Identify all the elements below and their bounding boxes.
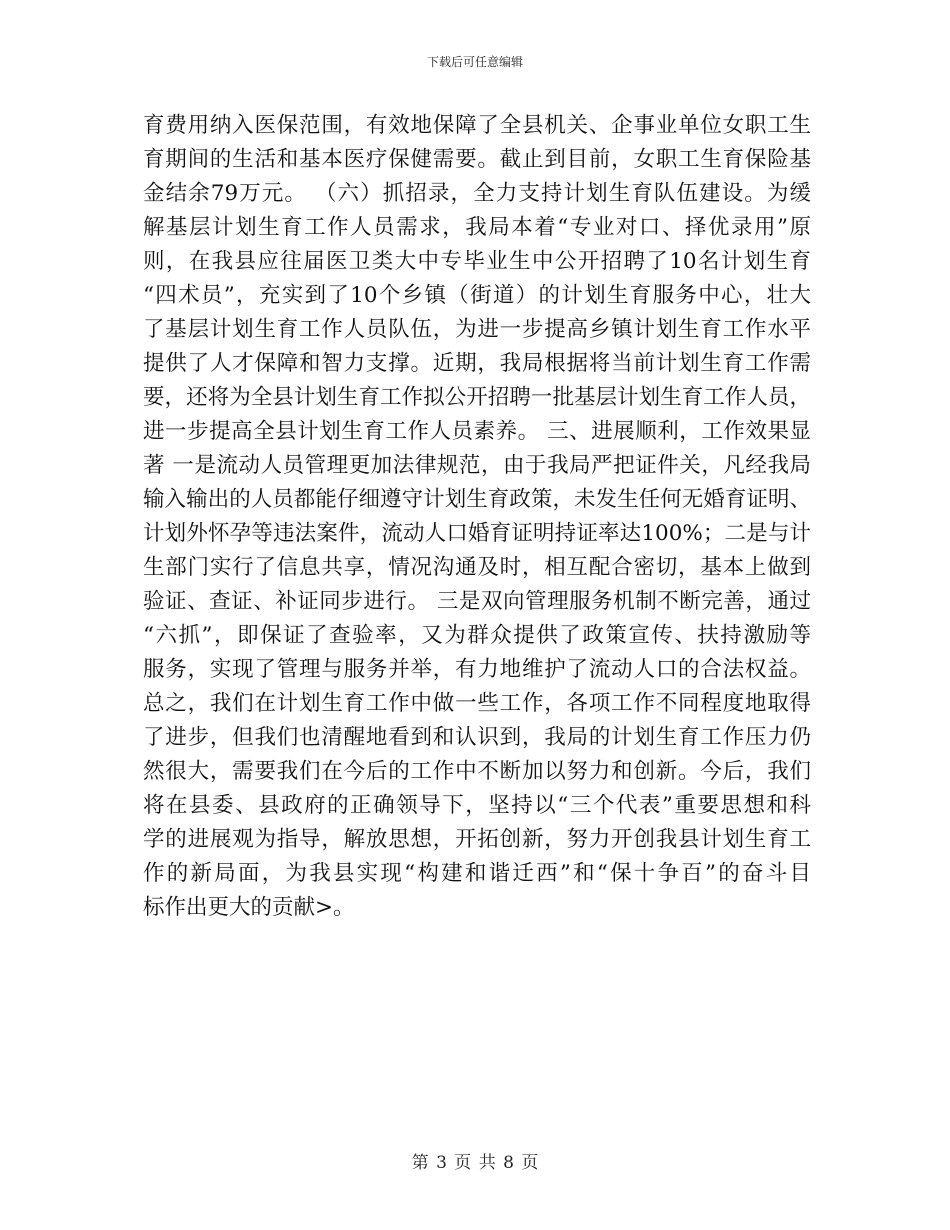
text-line: 学的进展观为指导，解放思想，开拓创新，努力开创我县计划生育工 <box>143 827 811 852</box>
text-line: 生部门实行了信息共享，情况沟通及时，相互配合密切，基本上做到 <box>143 555 811 580</box>
text-line: “六抓”，即保证了查验率，又为群众提供了政策宣传、扶持激励等 <box>143 623 811 648</box>
text-line: 总之，我们在计划生育工作中做一些工作，各项工作不同程度地取得 <box>143 691 811 716</box>
text-line: 验证、查证、补证同步进行。 三是双向管理服务机制不断完善，通过 <box>143 589 811 614</box>
text-line: 育期间的生活和基本医疗保健需要。截止到目前，女职工生育保险基 <box>143 147 811 172</box>
text-line: 作的新局面，为我县实现“构建和谐迁西”和“保十争百”的奋斗目 <box>143 861 811 886</box>
text-line: 金结余79万元。 （六）抓招录，全力支持计划生育队伍建设。为缓 <box>143 181 811 206</box>
text-line: 了基层计划生育工作人员队伍，为进一步提高乡镇计划生育工作水平 <box>143 317 811 342</box>
text-line: 要，还将为全县计划生育工作拟公开招聘一批基层计划生育工作人员， <box>143 385 811 410</box>
text-line: “四术员”，充实到了10个乡镇（街道）的计划生育服务中心，壮大 <box>143 283 811 308</box>
text-line: 著 一是流动人员管理更加法律规范，由于我局严把证件关，凡经我局 <box>143 453 811 478</box>
page-header: 下载后可任意编辑 <box>426 55 523 69</box>
text-line: 进一步提高全县计划生育工作人员素养。 三、进展顺利，工作效果显 <box>143 419 811 444</box>
text-line: 输入输出的人员都能仔细遵守计划生育政策，未发生任何无婚育证明、 <box>143 487 811 512</box>
text-line: 将在县委、县政府的正确领导下，坚持以“三个代表”重要思想和科 <box>143 793 811 818</box>
page-number: 第 3 页 共 8 页 <box>411 1153 539 1173</box>
text-line: 提供了人才保障和智力支撑。近期，我局根据将当前计划生育工作需 <box>143 351 811 376</box>
text-line: 解基层计划生育工作人员需求，我局本着“专业对口、择优录用”原 <box>143 215 811 240</box>
text-line: 然很大，需要我们在今后的工作中不断加以努力和创新。今后，我们 <box>143 759 811 784</box>
text-line: 计划外怀孕等违法案件，流动人口婚育证明持证率达100%；二是与计 <box>143 521 811 546</box>
text-line: 了进步，但我们也清醒地看到和认识到，我局的计划生育工作压力仍 <box>143 725 811 750</box>
text-line: 育费用纳入医保范围，有效地保障了全县机关、企事业单位女职工生 <box>143 113 811 138</box>
text-line: 则，在我县应往届医卫类大中专毕业生中公开招聘了10名计划生育 <box>143 249 811 274</box>
text-line: 服务，实现了管理与服务并举，有力地维护了流动人口的合法权益。 <box>143 657 811 682</box>
text-line: 标作出更大的贡献>。 <box>143 895 355 920</box>
